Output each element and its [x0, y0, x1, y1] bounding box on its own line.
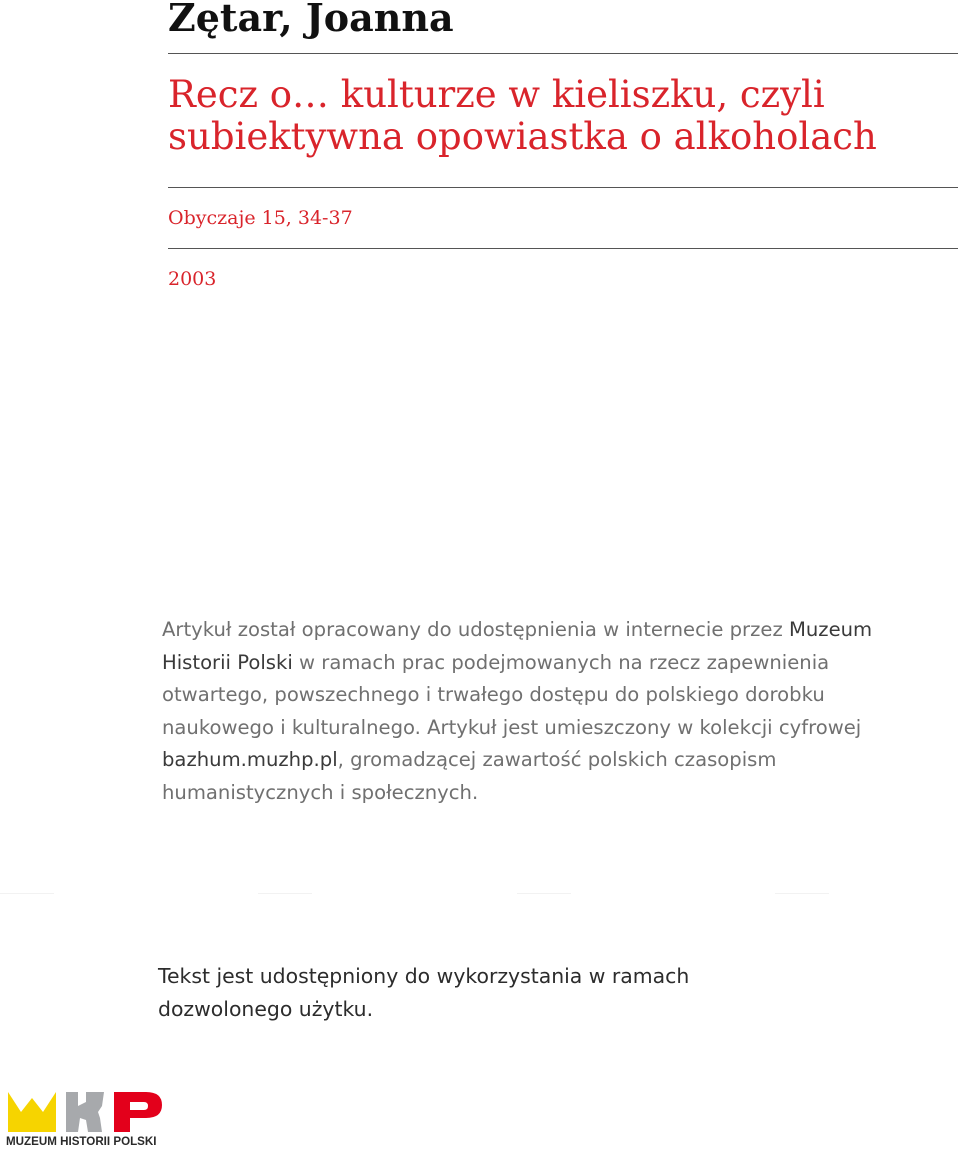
faint-divider — [517, 893, 571, 894]
collection-link[interactable]: bazhum.muzhp.pl — [162, 748, 338, 772]
divider — [168, 187, 958, 188]
crown-shape — [8, 1092, 56, 1132]
faint-divider — [0, 893, 54, 894]
description-text: w ramach prac podejmowanych na rzecz zapewnienia otwartego, powszechnego i trwałego dostępu do polskiego dorobku naukowego i kulturalnego. Artykuł jest umieszczony w kolekcji cyfrowej — [162, 650, 862, 739]
divider — [168, 248, 958, 249]
author-name: Zętar, Joanna — [168, 0, 454, 40]
faint-divider — [258, 893, 312, 894]
usage-note: Tekst jest udostępniony do wykorzystania w ramach dozwolonego użytku. — [158, 964, 690, 1021]
eagle-shape — [66, 1092, 104, 1132]
availability-description — [162, 614, 902, 810]
publication-year: 2003 — [168, 268, 217, 290]
logo-caption: MUZEUM HISTORII POLSKI — [6, 1135, 157, 1148]
description-text: Artykuł został opracowany do udostępnienia w internecie przez — [162, 618, 789, 641]
p-shape — [114, 1092, 162, 1132]
article-title: Recz o… kulturze w kieliszku, czyli subiektywna opowiastka o alkoholach — [168, 73, 877, 158]
faint-divider — [775, 893, 829, 894]
source-info: Obyczaje 15, 34-37 — [168, 207, 353, 229]
divider — [168, 53, 958, 54]
description-text: , gromadzącej zawartość polskich czasopism humanistycznych i społecznych. — [162, 748, 777, 804]
museum-name: Muzeum Historii Polski — [162, 618, 873, 674]
